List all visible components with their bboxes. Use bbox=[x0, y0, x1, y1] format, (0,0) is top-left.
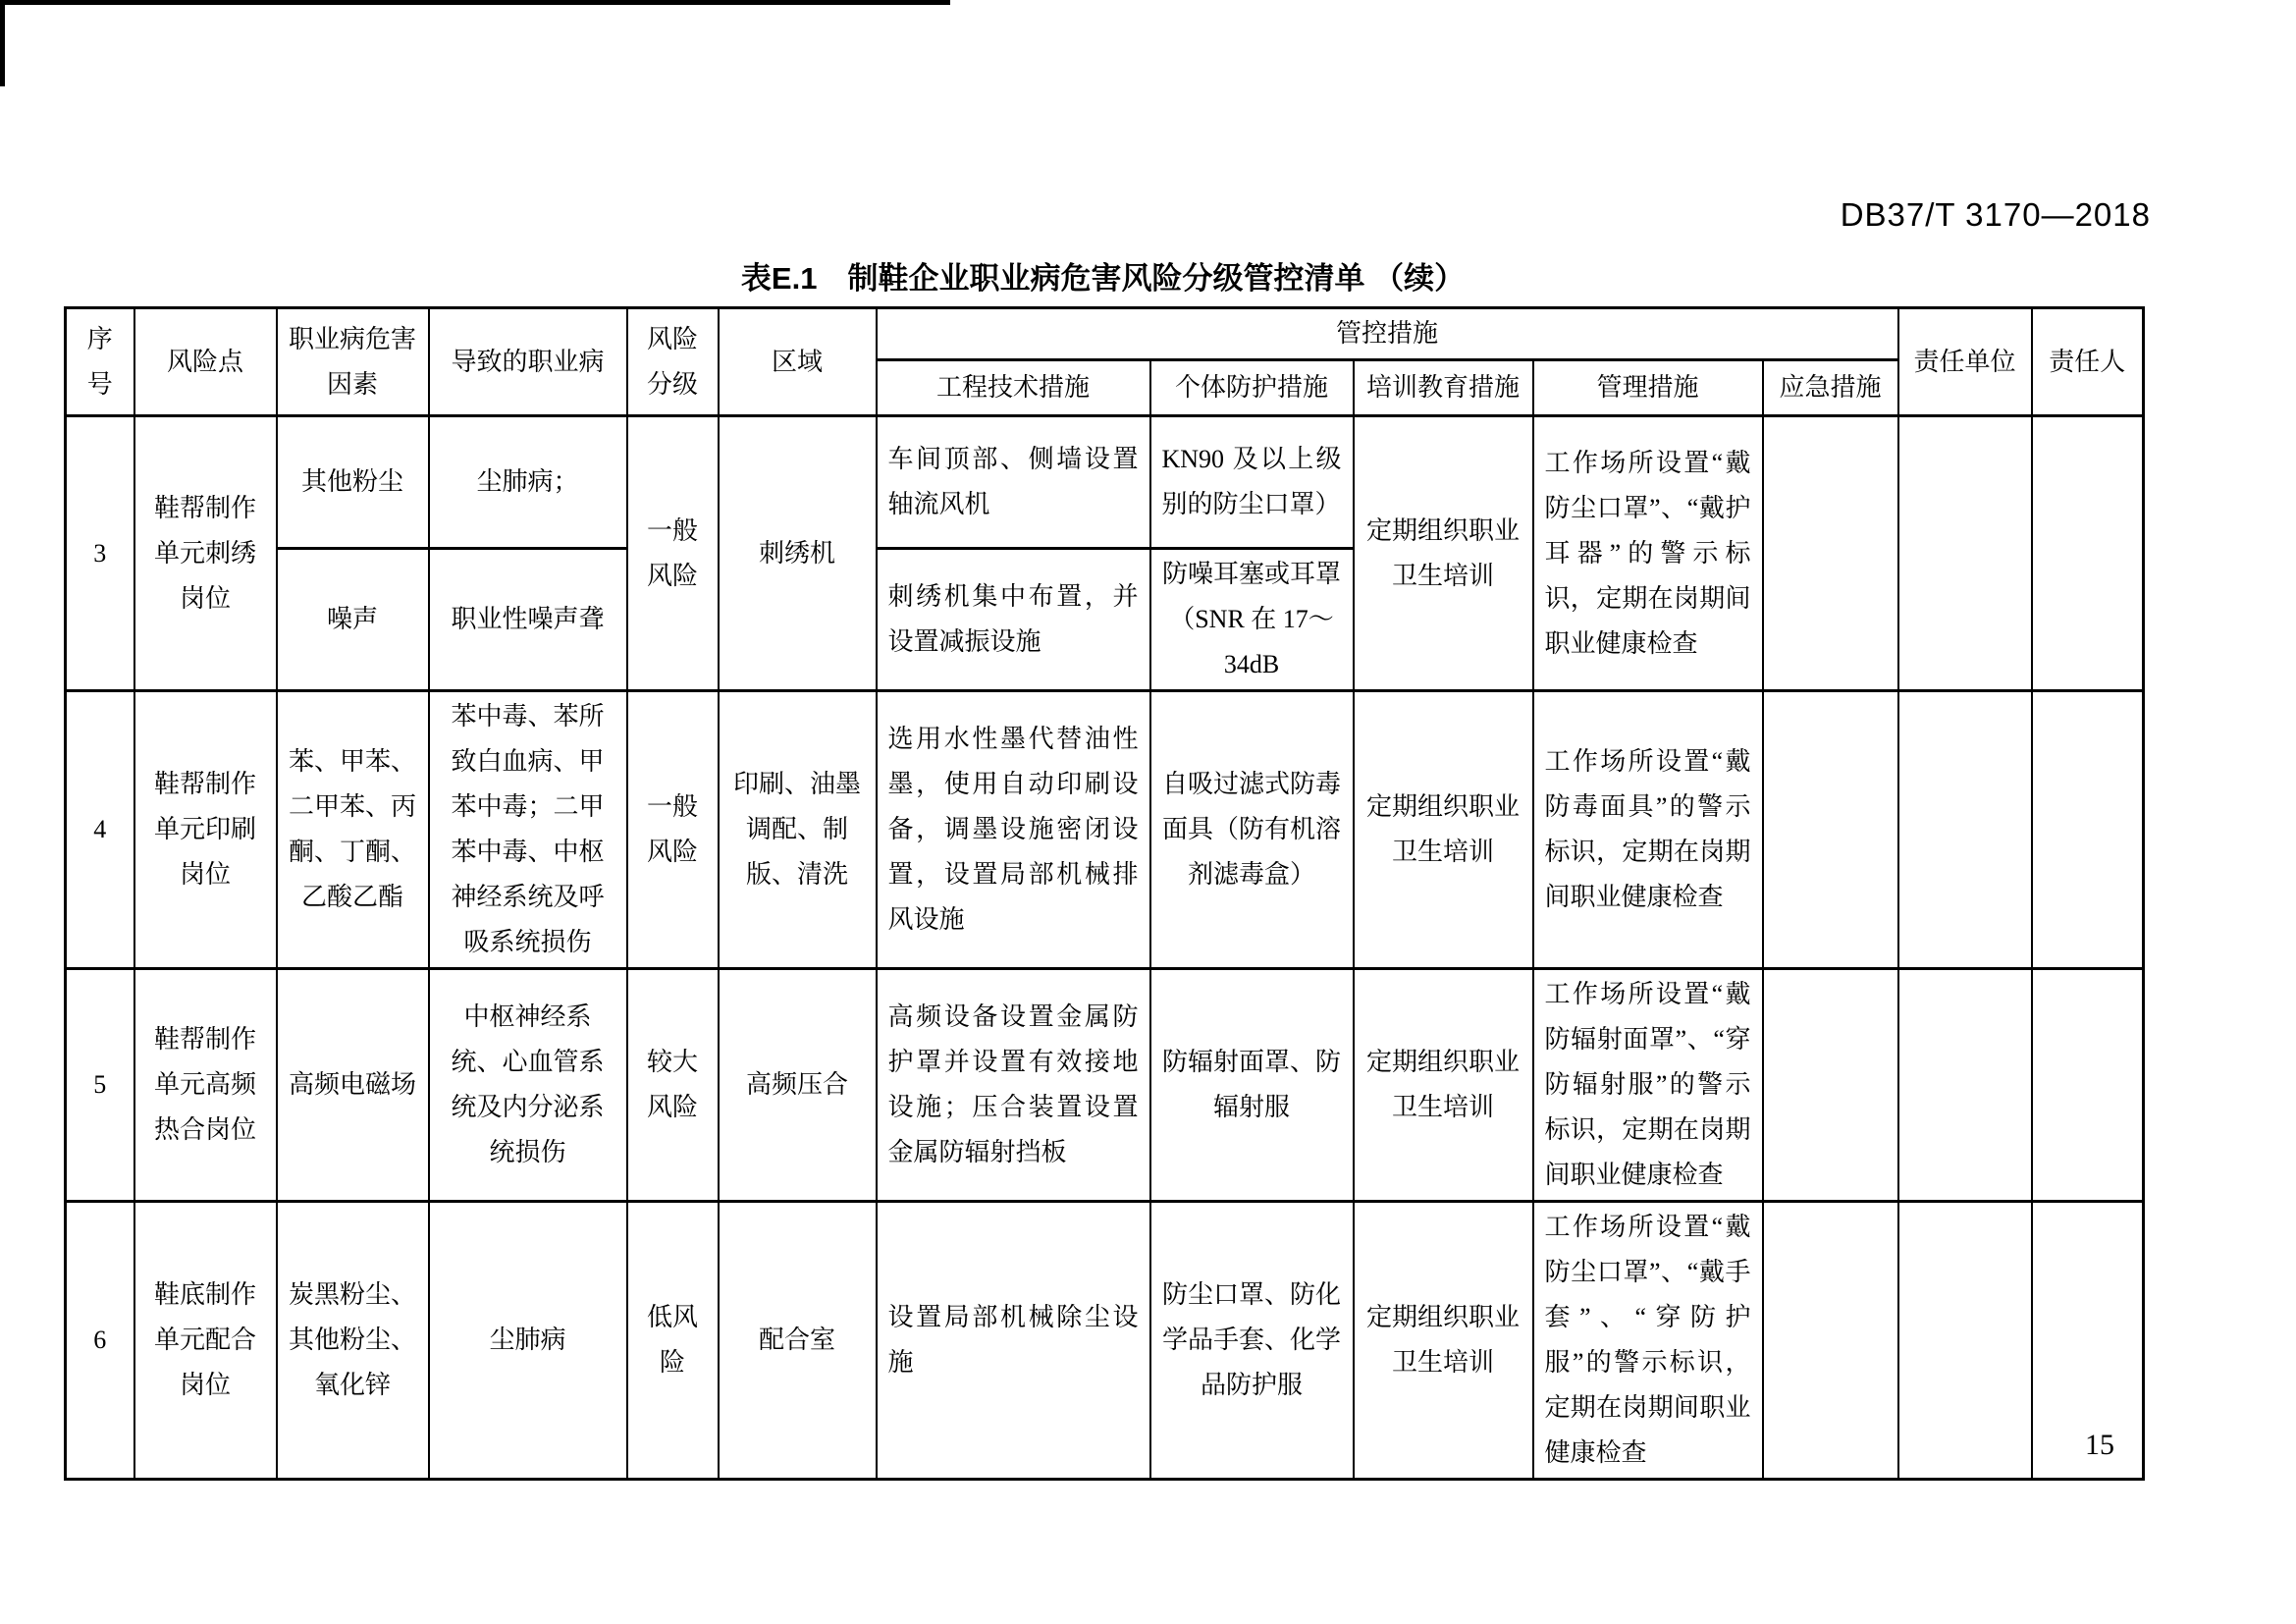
cell-r3-responsible-person bbox=[2032, 416, 2144, 691]
col-header-emergency: 应急措施 bbox=[1763, 360, 1898, 416]
cell-r3-responsible-unit bbox=[1898, 416, 2032, 691]
col-header-risk-point: 风险点 bbox=[134, 308, 277, 416]
cell-r6-disease: 尘肺病 bbox=[429, 1202, 627, 1480]
header-row-top bbox=[66, 308, 2144, 360]
col-header-risk-level: 风险分级 bbox=[627, 308, 719, 416]
cell-r5-risk-point: 鞋帮制作单元高频热合岗位 bbox=[134, 969, 277, 1202]
cell-r3a-hazard-factor: 其他粉尘 bbox=[277, 416, 429, 549]
cell-r6-responsible-unit bbox=[1898, 1202, 2032, 1480]
scan-artifact-left bbox=[0, 0, 5, 86]
page-number: 15 bbox=[2085, 1429, 2114, 1461]
cell-r6-engineering: 设置局部机械除尘设施 bbox=[877, 1202, 1150, 1480]
cell-r3a-engineering: 车间顶部、侧墙设置轴流风机 bbox=[877, 416, 1150, 549]
cell-r6-management: 工作场所设置“戴防尘口罩”、“戴手套”、“穿防护服”的警示标识，定期在岗期间职业健康检查 bbox=[1533, 1202, 1763, 1480]
col-header-no: 序号 bbox=[66, 308, 134, 416]
col-header-control-measures: 管控措施 bbox=[877, 308, 1898, 360]
cell-r3-area: 刺绣机 bbox=[719, 416, 877, 691]
cell-r6-emergency bbox=[1763, 1202, 1898, 1480]
risk-control-table bbox=[64, 306, 2145, 1481]
cell-r6-hazard-factor: 炭黑粉尘、其他粉尘、氧化锌 bbox=[277, 1202, 429, 1480]
col-header-area: 区域 bbox=[719, 308, 877, 416]
cell-r5-no: 5 bbox=[66, 969, 134, 1202]
cell-r3a-disease: 尘肺病； bbox=[429, 416, 627, 549]
cell-r3b-disease: 职业性噪声聋 bbox=[429, 549, 627, 691]
cell-r5-emergency bbox=[1763, 969, 1898, 1202]
cell-r3a-ppe: KN90 及以上级别的防尘口罩） bbox=[1150, 416, 1354, 549]
col-header-ppe: 个体防护措施 bbox=[1150, 360, 1354, 416]
cell-r5-responsible-person bbox=[2032, 969, 2144, 1202]
cell-r5-management: 工作场所设置“戴防辐射面罩”、“穿防辐射服”的警示标识，定期在岗期间职业健康检查 bbox=[1533, 969, 1763, 1202]
col-header-engineering: 工程技术措施 bbox=[877, 360, 1150, 416]
cell-r3-risk-level: 一般风险 bbox=[627, 416, 719, 691]
cell-r6-ppe: 防尘口罩、防化学品手套、化学品防护服 bbox=[1150, 1202, 1354, 1480]
cell-r4-responsible-person bbox=[2032, 691, 2144, 969]
cell-r6-training: 定期组织职业卫生培训 bbox=[1354, 1202, 1533, 1480]
standard-number: DB37/T 3170—2018 bbox=[1840, 196, 2151, 233]
cell-r3-training: 定期组织职业卫生培训 bbox=[1354, 416, 1533, 691]
cell-r4-hazard-factor: 苯、甲苯、二甲苯、丙酮、丁酮、乙酸乙酯 bbox=[277, 691, 429, 969]
col-header-training: 培训教育措施 bbox=[1354, 360, 1533, 416]
col-header-management: 管理措施 bbox=[1533, 360, 1763, 416]
table-row-4 bbox=[66, 691, 2144, 969]
cell-r5-ppe: 防辐射面罩、防辐射服 bbox=[1150, 969, 1354, 1202]
cell-r6-no: 6 bbox=[66, 1202, 134, 1480]
col-header-disease: 导致的职业病 bbox=[429, 308, 627, 416]
cell-r5-risk-level: 较大风险 bbox=[627, 969, 719, 1202]
cell-r6-risk-point: 鞋底制作单元配合岗位 bbox=[134, 1202, 277, 1480]
col-header-responsible-person: 责任人 bbox=[2032, 308, 2144, 416]
cell-r5-area: 高频压合 bbox=[719, 969, 877, 1202]
cell-r3-risk-point: 鞋帮制作单元刺绣岗位 bbox=[134, 416, 277, 691]
cell-r4-emergency bbox=[1763, 691, 1898, 969]
col-header-responsible-unit: 责任单位 bbox=[1898, 308, 2032, 416]
cell-r3-no: 3 bbox=[66, 416, 134, 691]
cell-r3-management: 工作场所设置“戴防尘口罩”、“戴护耳器”的警示标识，定期在岗期间职业健康检查 bbox=[1533, 416, 1763, 691]
cell-r3b-engineering: 刺绣机集中布置，并设置减振设施 bbox=[877, 549, 1150, 691]
cell-r4-ppe: 自吸过滤式防毒面具（防有机溶剂滤毒盒） bbox=[1150, 691, 1354, 969]
cell-r4-risk-point: 鞋帮制作单元印刷岗位 bbox=[134, 691, 277, 969]
cell-r6-risk-level: 低风险 bbox=[627, 1202, 719, 1480]
cell-r5-responsible-unit bbox=[1898, 969, 2032, 1202]
cell-r4-training: 定期组织职业卫生培训 bbox=[1354, 691, 1533, 969]
cell-r5-training: 定期组织职业卫生培训 bbox=[1354, 969, 1533, 1202]
col-header-hazard-factor: 职业病危害因素 bbox=[277, 308, 429, 416]
cell-r3b-ppe: 防噪耳塞或耳罩（SNR 在 17～34dB bbox=[1150, 549, 1354, 691]
cell-r3b-hazard-factor: 噪声 bbox=[277, 549, 429, 691]
cell-r4-area: 印刷、油墨调配、制版、清洗 bbox=[719, 691, 877, 969]
cell-r4-responsible-unit bbox=[1898, 691, 2032, 969]
cell-r4-disease: 苯中毒、苯所致白血病、甲苯中毒；二甲苯中毒、中枢神经系统及呼吸系统损伤 bbox=[429, 691, 627, 969]
cell-r6-area: 配合室 bbox=[719, 1202, 877, 1480]
table-title: 表E.1 制鞋企业职业病危害风险分级管控清单 （续） bbox=[740, 261, 1466, 296]
table-row-6 bbox=[66, 1202, 2144, 1480]
cell-r4-no: 4 bbox=[66, 691, 134, 969]
table-row-5 bbox=[66, 969, 2144, 1202]
cell-r4-engineering: 选用水性墨代替油性墨，使用自动印刷设备，调墨设施密闭设置，设置局部机械排风设施 bbox=[877, 691, 1150, 969]
cell-r3-emergency bbox=[1763, 416, 1898, 691]
cell-r5-hazard-factor: 高频电磁场 bbox=[277, 969, 429, 1202]
scan-artifact-top bbox=[0, 0, 950, 5]
cell-r4-risk-level: 一般风险 bbox=[627, 691, 719, 969]
cell-r5-engineering: 高频设备设置金属防护罩并设置有效接地设施；压合装置设置金属防辐射挡板 bbox=[877, 969, 1150, 1202]
table-row-3a bbox=[66, 416, 2144, 549]
cell-r5-disease: 中枢神经系统、心血管系统及内分泌系统损伤 bbox=[429, 969, 627, 1202]
cell-r4-management: 工作场所设置“戴防毒面具”的警示标识，定期在岗期间职业健康检查 bbox=[1533, 691, 1763, 969]
